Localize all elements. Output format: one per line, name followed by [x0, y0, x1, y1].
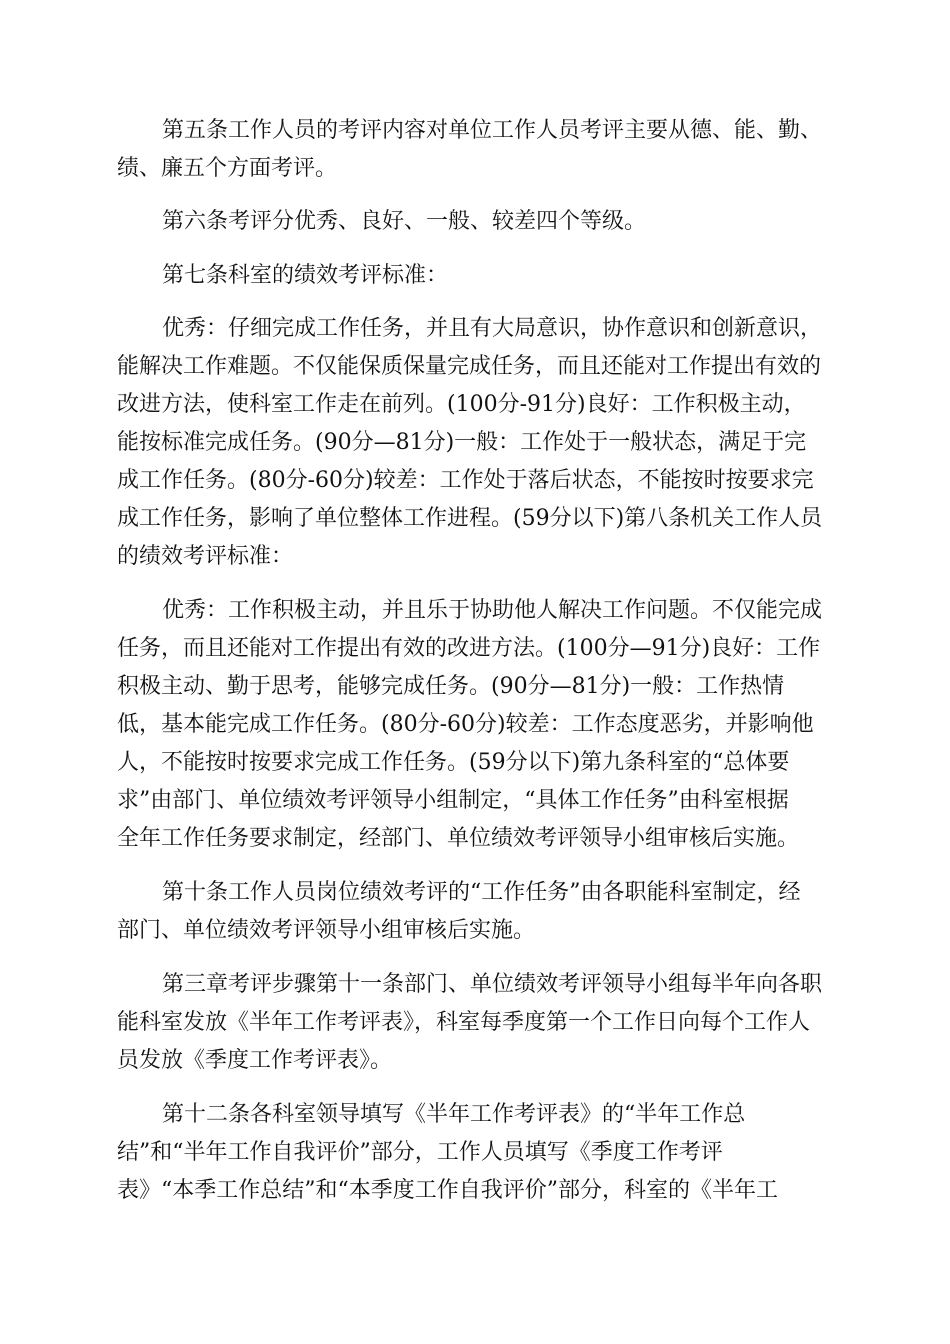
paragraph-article-12-line-2: 结”和“半年工作自我评价”部分，工作人员填写《季度工作考评: [117, 1140, 723, 1165]
paragraph-chapter-3-line-1: 第三章考评步骤第十一条部门、单位绩效考评领导小组每半年向各职: [162, 972, 823, 997]
paragraph-chapter-3-line-2: 能科室发放《半年工作考评表》，科室每季度第一个工作日向每个工作人: [117, 1010, 811, 1035]
paragraph-article-12-line-3: 表》“本季工作总结”和“本季度工作自我评价”部分，科室的《半年工: [117, 1178, 778, 1203]
paragraph-article-5-line-1: 第五条工作人员的考评内容对单位工作人员考评主要从德、能、勤、: [162, 118, 823, 143]
paragraph-staff-standards-line-3: 积极主动、勤于思考，能够完成任务。(90分—81分)一般：工作热情: [117, 674, 785, 699]
paragraph-dept-standards-line-7: 的绩效考评标准：: [117, 544, 294, 569]
paragraph-article-12-line-1: 第十二条各科室领导填写《半年工作考评表》的“半年工作总: [162, 1102, 746, 1127]
paragraph-dept-standards-line-3: 改进方法，使科室工作走在前列。(100分-91分)良好：工作积极主动，: [117, 392, 806, 417]
paragraph-staff-standards-line-6: 求”由部门、单位绩效考评领导小组制定，“具体工作任务”由科室根据: [117, 788, 789, 813]
paragraph-staff-standards-line-1: 优秀：工作积极主动，并且乐于协助他人解决工作问题。不仅能完成: [162, 598, 823, 623]
paragraph-staff-standards-line-7: 全年工作任务要求制定，经部门、单位绩效考评领导小组审核后实施。: [117, 826, 800, 851]
paragraph-article-5-line-2: 绩、廉五个方面考评。: [117, 156, 338, 181]
paragraph-dept-standards-line-6: 成工作任务，影响了单位整体工作进程。(59分以下)第八条机关工作人员: [117, 506, 823, 531]
paragraph-dept-standards-line-2: 能解决工作难题。不仅能保质保量完成任务，而且还能对工作提出有效的: [117, 354, 822, 379]
paragraph-staff-standards-line-2: 任务，而且还能对工作提出有效的改进方法。(100分—91分)良好：工作: [117, 636, 821, 661]
paragraph-article-6-line-1: 第六条考评分优秀、良好、一般、较差四个等级。: [162, 209, 647, 234]
paragraph-article-10-line-1: 第十条工作人员岗位绩效考评的“工作任务”由各职能科室制定，经: [162, 880, 801, 905]
paragraph-staff-standards-line-4: 低，基本能完成工作任务。(80分-60分)较差：工作态度恶劣，并影响他: [117, 712, 814, 737]
paragraph-dept-standards-line-4: 能按标准完成任务。(90分—81分)一般：工作处于一般状态，满足于完: [117, 430, 807, 455]
paragraph-dept-standards-line-1: 优秀：仔细完成工作任务，并且有大局意识，协作意识和创新意识，: [162, 316, 823, 341]
paragraph-article-7-line-1: 第七条科室的绩效考评标准：: [162, 263, 449, 288]
paragraph-chapter-3-line-3: 员发放《季度工作考评表》。: [117, 1048, 393, 1073]
paragraph-article-10-line-2: 部门、单位绩效考评领导小组审核后实施。: [117, 918, 536, 943]
paragraph-dept-standards-line-5: 成工作任务。(80分-60分)较差：工作处于落后状态，不能按时按要求完: [117, 468, 814, 493]
paragraph-staff-standards-line-5: 人，不能按时按要求完成工作任务。(59分以下)第九条科室的“总体要: [117, 750, 790, 775]
